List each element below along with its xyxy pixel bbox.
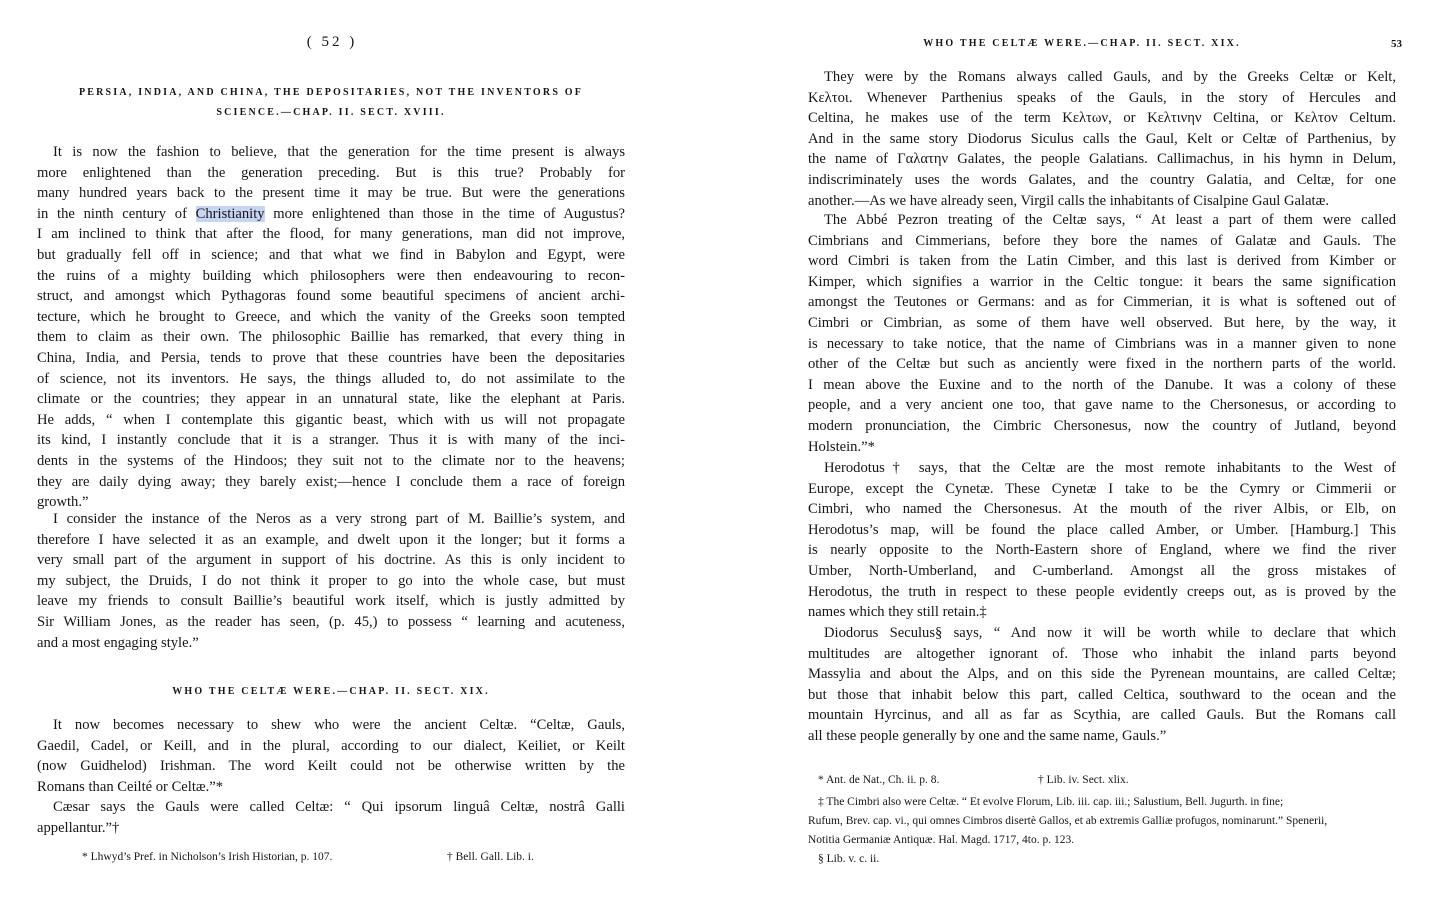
paragraph — [37, 142, 625, 513]
text-line: (now Guidhelod) Irishman. The word Keilt could not be otherwise written by the — [37, 758, 625, 775]
text-line: names which they still retain.‡ — [808, 604, 987, 621]
paragraph — [37, 797, 625, 838]
text-line: They were by the Romans always called Gauls, and by the Greeks Celtæ or Kelt, — [824, 69, 1396, 85]
text-line: Europe, except the Cynetæ. These Cynetæ I take to be the Cymry or Cimmerii or — [808, 480, 1396, 497]
text-line: modern pronunciation, the Cimbric Chersonesus, now the country of Jutland, beyond — [808, 417, 1396, 434]
text-line: The Abbé Pezron treating of the Celtæ says, “ At least a part of them were called — [824, 212, 1396, 228]
text-line: them to claim as their own. The philosophic Baillie has remarked, that every thing in — [37, 329, 625, 346]
selected-text[interactable]: Christianity — [195, 205, 265, 222]
footnote: * Lhwyd’s Pref. in Nicholson’s Irish Historian, p. 107. — [82, 851, 333, 863]
text-segment: more enlightened than those in the time of Augustus? — [264, 205, 626, 222]
heading-line: SCIENCE.—CHAP. II. SECT. XVIII. — [216, 107, 446, 118]
text-line: another.—As we have already seen, Virgil calls the inhabitants of Cisalpine Gaul Galatæ. — [808, 192, 1329, 209]
text-line: of science, not its inventors. He says, the things alluded to, do not assimilate to the — [37, 370, 625, 387]
text-line: Umber, North-Umberland, and C-umberland. Amongst all the gross mistakes of — [808, 562, 1396, 579]
paragraph — [37, 509, 625, 653]
footnote-line: Rufum, Brev. cap. vi., qui omnes Cimbros disertè Gallos, et ab extremis Galliæ profugos, nominarunt.” Spenerii, — [808, 815, 1328, 827]
text-line: Kimper, which signifies a warrior in the Celtic tongue: it bears the same signification — [808, 273, 1396, 290]
footnote: * Ant. de Nat., Ch. ii. p. 8. — [818, 774, 940, 786]
footnote — [808, 793, 1396, 850]
text-line: very small part of the argument in support of his doctrine. As this is only incident to — [37, 552, 625, 569]
paragraph — [808, 210, 1396, 457]
text-line: other of the Celtæ but such as anciently were fixed in the northern parts of the world. — [808, 356, 1396, 373]
text-line: they are daily dying away; they barely exist;—hence I conclude them a race of foreign — [37, 473, 625, 490]
text-line: Sir William Jones, as the reader has seen, (p. 45,) to possess “ learning and acuteness, — [37, 613, 625, 630]
text-line: Herodotus, the truth in respect to these people evidently creeps out, as is proved by the — [808, 583, 1396, 600]
text-line: Cimbrians and Cimmerians, before they bore the names of Galatæ and Gauls. The — [808, 232, 1396, 249]
text-line: China, India, and Persia, tends to prove that these countries have been the depositaries — [37, 349, 625, 366]
text-line: appellantur.”† — [37, 819, 120, 836]
text-line: Romans than Ceilté or Celtæ.”* — [37, 778, 224, 795]
text-line: all these people generally by one and the same name, Gauls.” — [808, 727, 1167, 744]
text-segment: in the ninth century of — [37, 205, 196, 222]
text-line: I am inclined to think that after the flood, for many generations, man did not improve, — [37, 226, 625, 243]
running-head: WHO THE CELTÆ WERE.—CHAP. II. SECT. XIX. — [923, 38, 1241, 49]
section-heading — [37, 83, 625, 123]
text-line: dents in the systems of the Hindoos; they suit not to the climate nor to the heavens; — [37, 452, 625, 469]
text-line: struct, and amongst which Pythagoras found some beautiful specimens of ancient archi- — [37, 288, 625, 305]
text-line: is nearly opposite to the North-Eastern shore of England, where we find the river — [808, 542, 1396, 559]
page-number: ( 52 ) — [306, 34, 358, 50]
text-line: Diodorus Seculus§ says, “ And now it will be worth while to declare that which — [824, 625, 1396, 641]
text-line: I mean above the Euxine and to the north of the Danube. It was a colony of these — [808, 376, 1396, 393]
text-line: people, and a very ancient one too, that gave name to the Chersonesus, or according to — [808, 397, 1396, 414]
text-line: He adds, “ when I contemplate this gigantic beast, which with us will not propagate — [37, 411, 625, 428]
text-line: therefore I have selected it as an example, and dwelt upon it the longer; but it forms a — [37, 531, 625, 548]
footnote-line: ‡ The Cimbri also were Celtæ. “ Et evolve Florum, Lib. iii. cap. iii.; Salustium, Bell. Jugurth. in fine; — [818, 796, 1284, 808]
text-line: Cimbri or Cimbrian, as some of them have well observed. But here, by the way, it — [808, 314, 1396, 331]
text-line: And in the same story Diodorus Siculus calls the Gaul, Kelt or Celtæ of Parthenius, by — [808, 130, 1396, 147]
paragraph — [808, 458, 1396, 623]
text-line: Massylia and about the Alps, and on this side the Pyrenean mountains, are called Celtæ; — [808, 666, 1396, 683]
section-heading: WHO THE CELTÆ WERE.—CHAP. II. SECT. XIX. — [172, 686, 490, 697]
text-line: but those that inhabit below this part, called Celtica, southward to the ocean and the — [808, 686, 1396, 703]
text-line: Celtina, he makes use of the term Κελτων, or Κελτινην Celtina, or Κελτον Celtum. — [808, 110, 1396, 127]
text-line: Herodotus† says, that the Celtæ are the most remote inhabitants to the West of — [824, 460, 1396, 476]
paragraph — [808, 623, 1396, 747]
text-line: growth.” — [37, 494, 89, 511]
footnote: † Lib. iv. Sect. xlix. — [1038, 774, 1129, 786]
page-number: 53 — [1391, 38, 1402, 50]
paragraph — [37, 715, 625, 797]
text-line: leave my friends to consult Baillie’s beautiful work itself, which is justly admitted by — [37, 593, 625, 610]
heading-line: PERSIA, INDIA, AND CHINA, THE DEPOSITARIES, NOT THE INVENTORS OF — [78, 87, 584, 98]
text-line: I consider the instance of the Neros as a very strong part of M. Baillie’s system, and — [53, 511, 625, 527]
text-line: Gaedil, Cadel, or Keill, and in the plural, according to our dialect, Keiliet, or Keilt — [37, 737, 625, 754]
text-line: multitudes are altogether ignorant of. Those who inhabit the inland parts beyond — [808, 645, 1396, 662]
text-line: more enlightened than the generation preceding. But is this true? Probably for — [37, 164, 625, 181]
text-line: Herodotus’s map, will be found the place called Amber, or Umber. [Hamburg.] This — [808, 521, 1396, 538]
text-line: my subject, the Druids, I do not think it proper to go into the whole case, but must — [37, 572, 625, 589]
text-line — [37, 204, 625, 225]
text-line: climate or the countries; they appear in an unnatural state, like the elephant at Paris. — [37, 391, 625, 408]
text-line: but gradually fell off in science; and that what we find in Babylon and Egypt, were — [37, 246, 625, 263]
right-page — [808, 0, 1402, 902]
left-page — [37, 0, 625, 902]
text-line: word Cimbri is taken from the Latin Cimber, and this last is derived from Kimber or — [808, 253, 1396, 270]
text-line: Holstein.”* — [808, 438, 875, 455]
text-line: the ruins of a mighty building which philosophers were then endeavouring to recon- — [37, 267, 625, 284]
text-line: It now becomes necessary to shew who were the ancient Celtæ. “Celtæ, Gauls, — [53, 717, 625, 733]
text-line: Cimbri, who named the Chersonesus. At the mouth of the river Albis, or Elb, on — [808, 501, 1396, 518]
text-line: Cæsar says the Gauls were called Celtæ: “ Qui ipsorum linguâ Celtæ, nostrâ Galli — [53, 799, 625, 815]
footnote: † Bell. Gall. Lib. i. — [447, 851, 534, 863]
text-line: the name of Γαλατην Galates, the people Galatians. Callimachus, in his hymn in Delum, — [808, 151, 1396, 168]
text-line: and a most engaging style.” — [37, 634, 199, 651]
text-line: It is now the fashion to believe, that the generation for the time present is always — [53, 144, 625, 160]
footnote-line: Notitia Germaniæ Antiquæ. Hal. Magd. 1717, 4to. p. 123. — [808, 834, 1075, 846]
text-line: is necessary to take notice, that the name of Cimbrians was in a manner given to none — [808, 335, 1396, 352]
text-line: Κελτοι. Whenever Parthenius speaks of the Gauls, in the story of Hercules and — [808, 89, 1396, 106]
text-line: tecture, which he brought to Greece, and which the vanity of the Greeks soon tempted — [37, 308, 625, 325]
footnote: § Lib. v. c. ii. — [818, 853, 880, 865]
text-line: indiscriminately uses the words Galates, and the country Galatia, and Celtæ, for one — [808, 171, 1396, 188]
text-line: its kind, I instantly conclude that it is a stranger. Thus it is with many of the inci- — [37, 432, 625, 449]
text-line: mountain Hyrcinus, and all as far as Scythia, are called Gauls. But the Romans call — [808, 707, 1396, 724]
paragraph — [808, 67, 1396, 211]
text-line: amongst the Teutones or Germans: and as for Cimmerian, it is what is softened out of — [808, 294, 1396, 311]
text-line: many hundred years back to the present time it may be true. But were the generations — [37, 185, 625, 202]
